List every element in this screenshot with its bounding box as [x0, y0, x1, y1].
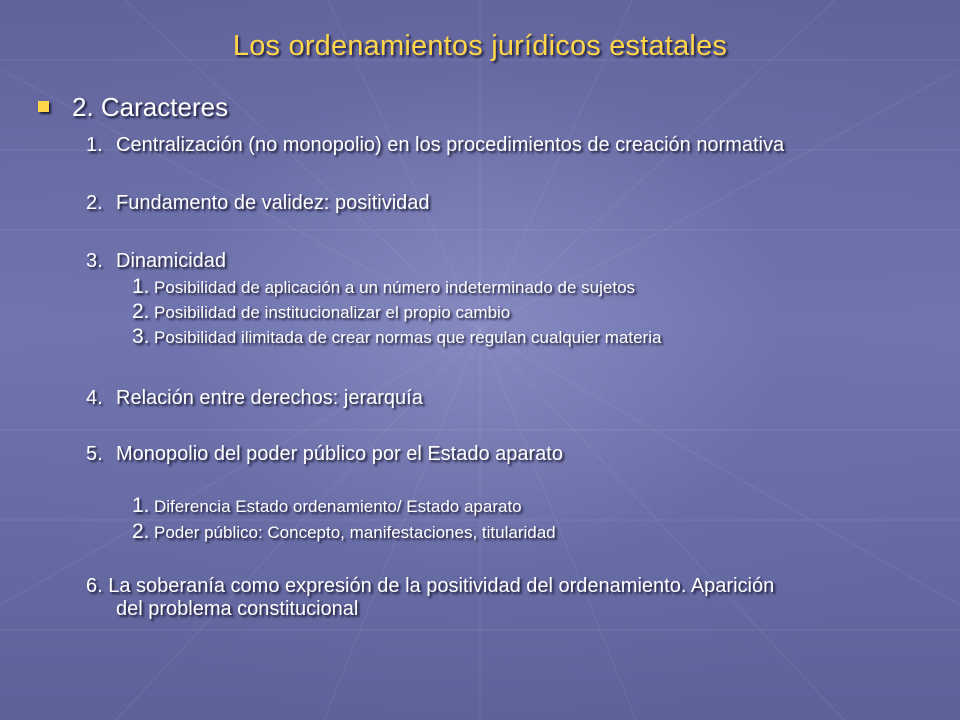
sub-item-text: Diferencia Estado ordenamiento/ Estado aparato	[154, 497, 522, 516]
sub-item-text: Posibilidad ilimitada de crear normas que regulan cualquier materia	[154, 328, 662, 347]
list-item-3	[86, 250, 226, 273]
list-item-text: Monopolio del poder público por el Estado aparato	[116, 443, 563, 465]
list-item-text: Fundamento de validez: positividad	[116, 192, 430, 214]
sub-item-3-2	[132, 300, 510, 324]
list-item-1	[86, 134, 784, 157]
list-item-text: Relación entre derechos: jerarquía	[116, 387, 423, 409]
square-bullet-icon	[38, 101, 49, 112]
list-item-number: 5.	[86, 443, 103, 465]
list-item-6-line-1: 6. La soberanía como expresión de la positividad del ordenamiento. Aparición	[86, 575, 775, 597]
list-item-number: 1.	[86, 134, 103, 156]
list-item-number: 3.	[86, 250, 103, 272]
sub-item-number: 3.	[132, 325, 150, 348]
sub-item-3-1	[132, 275, 635, 299]
sub-item-number: 1.	[132, 494, 150, 517]
list-item-6-line-2: del problema constitucional	[116, 598, 359, 620]
section-heading: 2. Caracteres	[72, 92, 229, 122]
sub-item-3-3	[132, 325, 661, 349]
sub-item-text: Posibilidad de aplicación a un número indeterminado de sujetos	[154, 278, 636, 297]
sub-item-number: 2.	[132, 520, 150, 543]
list-item-text: Dinamicidad	[116, 250, 227, 272]
list-item-number: 4.	[86, 387, 103, 409]
list-item-2	[86, 192, 430, 215]
list-item-number: 2.	[86, 192, 103, 214]
sub-item-5-1	[132, 494, 522, 518]
slide-title: Los ordenamientos jurídicos estatales	[232, 30, 728, 62]
sub-item-text: Posibilidad de institucionalizar el propio cambio	[154, 303, 511, 322]
list-item-5	[86, 443, 563, 466]
sub-item-text: Poder público: Concepto, manifestaciones, titularidad	[154, 523, 556, 542]
list-item-text: Centralización (no monopolio) en los procedimientos de creación normativa	[116, 134, 785, 156]
sub-item-number: 1.	[132, 275, 150, 298]
list-item-4	[86, 387, 423, 410]
sub-item-5-2	[132, 520, 556, 544]
sub-item-number: 2.	[132, 300, 150, 323]
